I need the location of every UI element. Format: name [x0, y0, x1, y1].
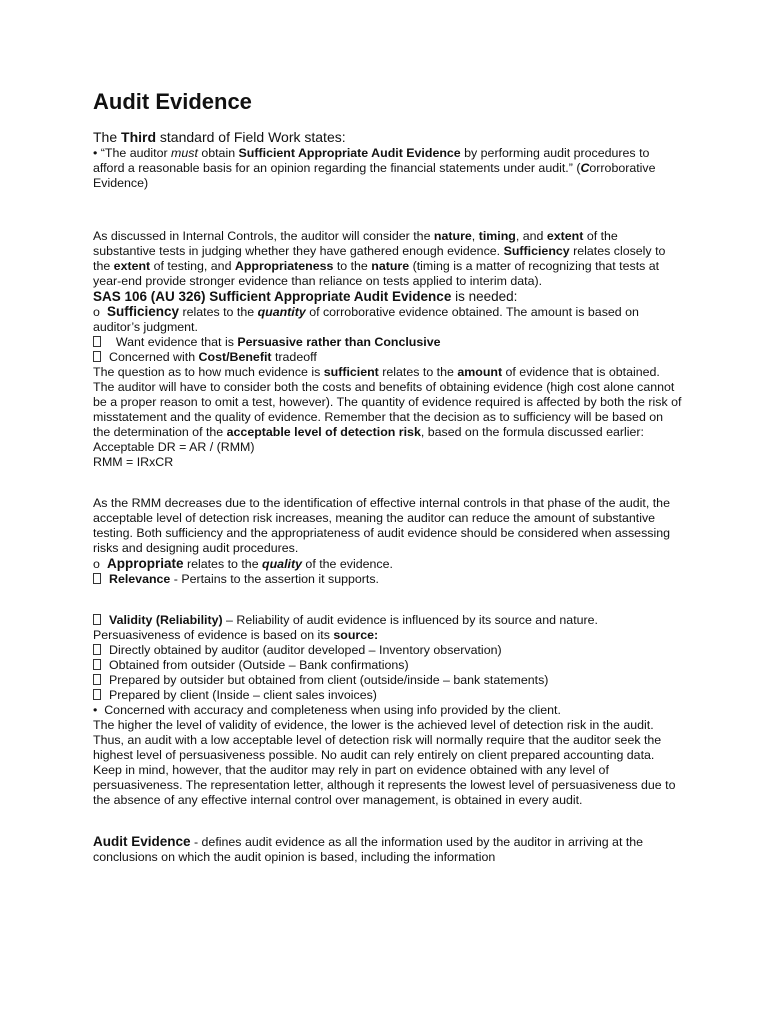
persuasive-item: Want evidence that is Persuasive rather than Conclusive: [93, 335, 683, 350]
standard-heading: The Third standard of Field Work states:: [93, 129, 346, 145]
sufficiency-item: o Sufficiency relates to the quantity of corroborative evidence obtained. The amount is based on auditor’s judgment.: [93, 304, 639, 334]
intro-paragraph: As discussed in Internal Controls, the auditor will consider the nature, timing, and extent of the substantive tests in judging whether they have gathered enough evidence. Sufficiency relates closely to the extent of testing, and Appropriateness to the nature (timing is a matter of recognizing that tests at year-end provide stronger evidence than reliance on tests applied to interim data).: [93, 229, 666, 288]
source-item: Prepared by client (Inside – client sales invoices): [93, 688, 683, 703]
keep-in-mind-paragraph: Keep in mind, however, that the auditor may rely in part on evidence obtained with any level of persuasiveness. The representation letter, although it represents the lowest level of persuasiveness due to the absence of any effective internal control over management, is obtained in every audit.: [93, 763, 676, 807]
relevance-item: Relevance - Pertains to the assertion it supports.: [93, 572, 683, 587]
cost-benefit-item: Concerned with Cost/Benefit tradeoff: [93, 350, 683, 365]
formula-rmm: RMM = IRxCR: [93, 455, 174, 469]
validity-paragraph: The higher the level of validity of evidence, the lower is the achieved level of detection risk in the audit. Thus, an audit with a low acceptable level of detection risk will normally require that the auditor seek the highest level of persuasiveness possible. No audit can rely entirely on client prepared accounting data.: [93, 718, 662, 762]
audit-evidence-definition: Audit Evidence - defines audit evidence as all the information used by the auditor in arriving at the conclusions on which the audit opinion is based, including the information: [93, 834, 644, 864]
formula-detection-risk: Acceptable DR = AR / (RMM): [93, 440, 255, 454]
page-title: Audit Evidence: [93, 89, 252, 114]
appropriate-item: o Appropriate relates to the quality of the evidence.: [93, 556, 393, 571]
square-bullet-icon: [93, 336, 101, 347]
standard-quote: • “The auditor must obtain Sufficient Appropriate Audit Evidence by performing audit procedures to afford a reasonable basis for an opinion regarding the financial statements under audit.” (Corroborative Evidence): [93, 146, 656, 190]
bullet-icon: •: [93, 146, 101, 160]
square-bullet-icon: [93, 659, 101, 670]
source-item: Directly obtained by auditor (auditor developed – Inventory observation): [93, 643, 683, 658]
square-bullet-icon: [93, 644, 101, 655]
square-bullet-icon: [93, 689, 101, 700]
source-item: Prepared by outsider but obtained from client (outside/inside – bank statements): [93, 673, 683, 688]
rmm-paragraph: As the RMM decreases due to the identification of effective internal controls in that phase of the audit, the acceptable level of detection risk increases, meaning the auditor can reduce the amount of substantive testing. Both sufficiency and the appropriateness of audit evidence should be considered when assessing risks and designing audit procedures.: [93, 496, 670, 555]
bullet-icon: •: [93, 703, 105, 717]
validity-item: Validity (Reliability) – Reliability of audit evidence is influenced by its source and nature.: [93, 613, 683, 628]
square-bullet-icon: [93, 573, 101, 584]
square-bullet-icon: [93, 614, 101, 625]
accuracy-item: • Concerned with accuracy and completeness when using info provided by the client.: [93, 703, 561, 717]
square-bullet-icon: [93, 674, 101, 685]
source-item: Obtained from outsider (Outside – Bank confirmations): [93, 658, 683, 673]
sas-heading: SAS 106 (AU 326) Sufficient Appropriate Audit Evidence is needed:: [93, 289, 518, 304]
document-body: [93, 88, 683, 865]
square-bullet-icon: [93, 351, 101, 362]
question-paragraph: The question as to how much evidence is sufficient relates to the amount of evidence that is obtained. The auditor will have to consider both the costs and benefits of obtaining evidence (high cost alone cannot be a proper reason to omit a test, however). The quantity of evidence required is affected by both the risk of misstatement and the quality of evidence. Remember that the decision as to sufficiency will be based on the determination of the acceptable level of detection risk, based on the formula discussed earlier:: [93, 365, 682, 439]
persuasiveness-line: Persuasiveness of evidence is based on its source:: [93, 628, 379, 642]
